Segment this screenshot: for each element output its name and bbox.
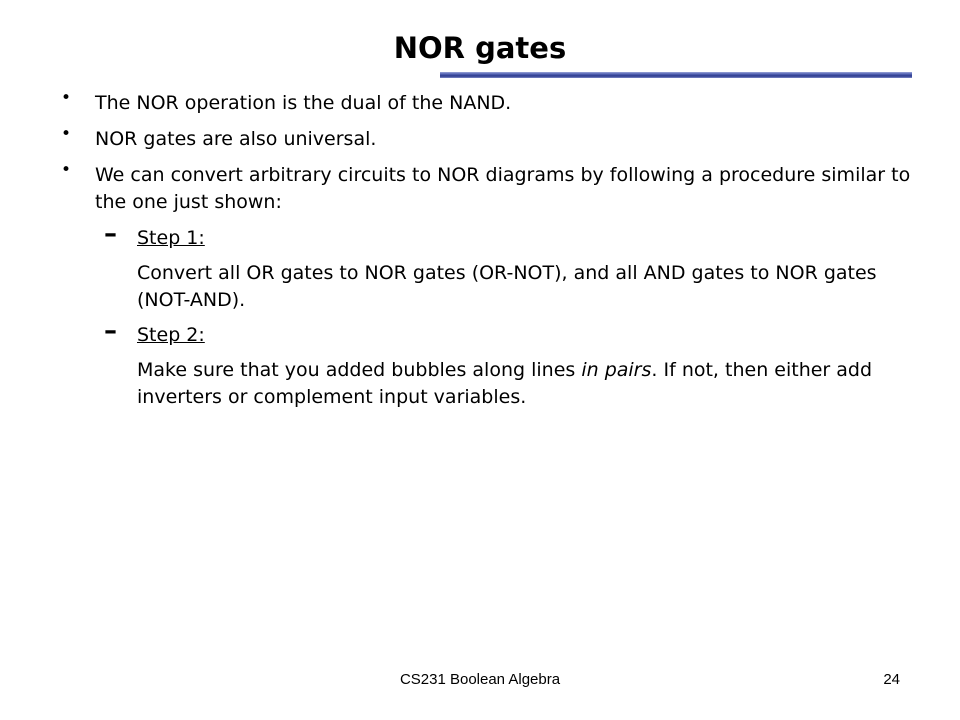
step-2-label: Step 2:	[137, 324, 205, 346]
step-1-label-item	[60, 219, 920, 252]
step-2-desc-emphasis: in pairs	[581, 359, 652, 381]
footer-page-number: 24	[883, 671, 900, 688]
bullet-item-1	[60, 90, 920, 117]
step-1-description: Convert all OR gates to NOR gates (OR-NOT), and all AND gates to NOR gates (NOT-AND).	[137, 262, 877, 311]
slide-title: NOR gates	[393, 31, 567, 65]
step-2-desc-end: . If not, then either add inverters or complement input variables.	[137, 359, 873, 408]
bullet-text: We can convert arbitrary circuits to NOR diagrams by following a procedure similar to the one just shown:	[95, 164, 911, 213]
bullet-text: The NOR operation is the dual of the NAND.	[95, 92, 512, 114]
footer-course-name: CS231 Boolean Algebra	[399, 671, 561, 688]
bullet-dot-icon: •	[61, 160, 72, 180]
step-1-label: Step 1:	[137, 227, 205, 249]
step-2-desc-start: Make sure that you added bubbles along lines	[137, 359, 582, 381]
step-2-label-item	[60, 316, 920, 349]
bullet-dot-icon: •	[61, 124, 72, 144]
bullet-dot-icon: •	[61, 88, 72, 108]
bullet-item-2	[60, 126, 920, 153]
title-underline	[440, 72, 912, 78]
dash-icon: –	[104, 316, 117, 346]
slide-content	[60, 90, 920, 419]
dash-icon: –	[104, 219, 117, 249]
step-2-description	[60, 357, 920, 411]
bullet-item-3	[60, 162, 920, 216]
bullet-text: NOR gates are also universal.	[95, 128, 377, 150]
